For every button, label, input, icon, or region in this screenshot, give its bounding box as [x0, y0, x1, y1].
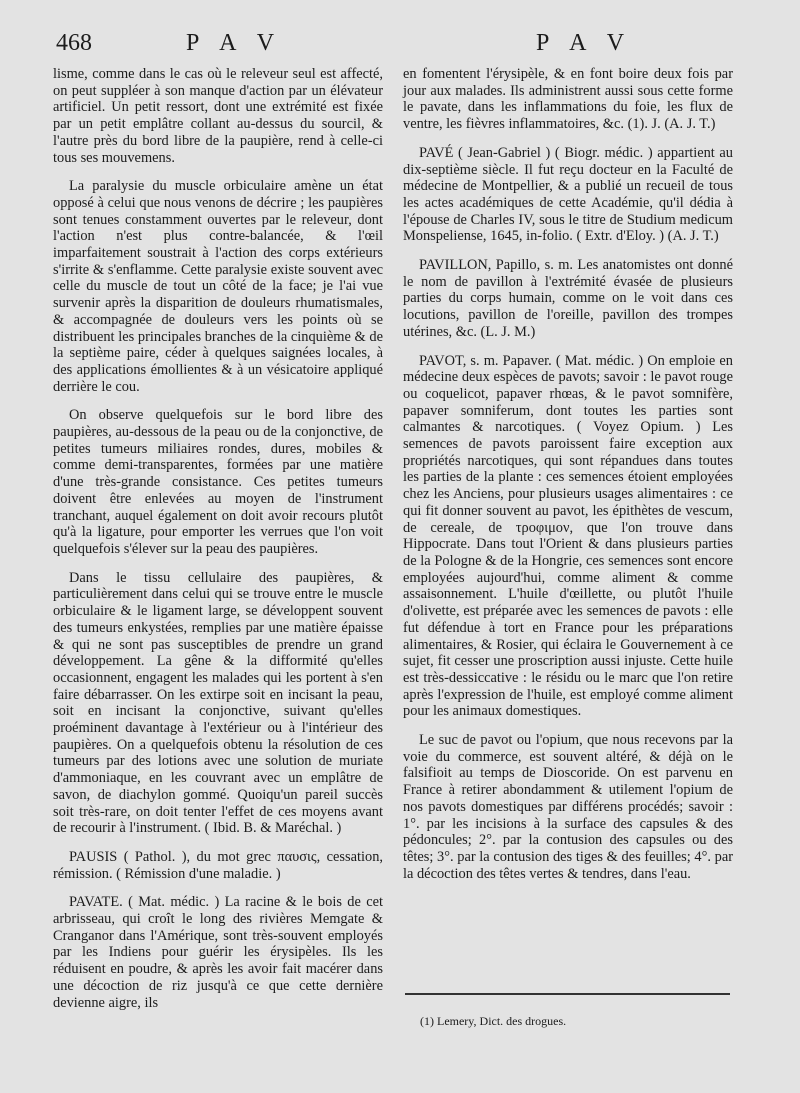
footnote: (1) Lemery, Dict. des drogues.: [420, 1014, 567, 1028]
paragraph: On observe quelquefois sur le bord libre des paupières, au-dessous de la peau ou de la conjonctive, de petites tumeurs miliaires rondes, dures, mobiles & comme demi-transparentes, formées par une matière d'une très-grande consistance. Ces petites tumeurs doivent être enlevées au moyen de l'instrument tranchant, auquel également on doit avoir recours plutôt qu'à la ligature, pour emporter les verrues que l'on voit quelquefois s'élever sur la peau des paupières.: [53, 407, 383, 557]
paragraph: La paralysie du muscle orbiculaire amène un état opposé à celui que nous venons de décrire ; les paupières sont tenues constamment ouvertes par le releveur, dont l'action n'est plus contre-balancée, & l'œil imparfaitement soustrait à l'action des corps extérieurs s'irrite & s'enflamme. Cette paralysie existe souvent avec celle du muscle de tout un côté de la face; je l'ai vue survenir après la disparition de douleurs rhumatismales, & accompagnée de douleurs vers les points où se distribuent les principales branches de la cinquième & de la septième paire, céder à quelques saignées locales, à des applications émollientes & à un vésicatoire appliqué derrière le cou.: [53, 178, 383, 395]
paragraph: Le suc de pavot ou l'opium, que nous recevons par la voie du commerce, est souvent altéré, & déjà on le falsifioit au temps de Dioscoride. On est parvenu en France à retirer abondamment & utilement l'opium de nos pavots domestiques par différens procédés; savoir : 1°. par les incisions à la surface des capsules & des pédoncules; 2°. par la contusion des capsules ou des têtes; 3°. par la contusion des tiges & des feuilles; 4°. par la décoction des têtes vertes & tendres, dans l'eau.: [403, 732, 733, 882]
entry-pavate: PAVATE. ( Mat. médic. ) La racine & le bois de cet arbrisseau, qui croît le long des rivières Memgate & Cranganor dans l'Amérique, sont très-souvent employés par les Indiens pour guérir les érysipèles. Ils les réduisent en poudre, & après les avoir fait macérer dans une décoction de riz jusqu'à ce que cette dernière devienne aigre, ils: [53, 894, 383, 1011]
entry-pausis: PAUSIS ( Pathol. ), du mot grec παυσις, cessation, rémission. ( Rémission d'une maladie. ): [53, 848, 383, 882]
right-running-title: P A V: [536, 30, 633, 56]
left-column: [53, 66, 383, 1023]
entry-pavillon: PAVILLON, Papillo, s. m. Les anatomistes ont donné le nom de pavillon à l'extrémité évasée de plusieurs parties du corps humain, comme on le voit dans ces locutions, pavillon de l'oreille, pavillon des trompes utérines, &c. (L. J. M.): [403, 257, 733, 340]
right-column: [403, 66, 733, 894]
page-number: 468: [56, 30, 92, 56]
left-running-title: P A V: [186, 30, 283, 56]
entry-pavot: PAVOT, s. m. Papaver. ( Mat. médic. ) On emploie en médecine deux espèces de pavots; savoir : le pavot rouge ou coquelicot, papaver rhœas, & le pavot somnifère, papaver somniferum, dont toutes les parties sont calmantes & narcotiques. ( Voyez Opium. ) Les semences de pavots paroissent faire exception aux propriétés narcotiques, qui sont répandues dans toutes les parties de la plante : ces semences étoient employées chez les Anciens, pour plusieurs usages alimentaires : ce qui fit donner souvent au pavot, les épithètes de vescum, de cereale, de τροφιμον, que l'on trouve dans Hippocrate. Dans tout l'Orient & dans plusieurs parties de la Pologne & de la Hongrie, ces semences sont encore employées aujourd'hui, comme aliment & comme assaisonnement. L'huile d'œillette, ou plutôt l'huile d'olivette, est préparée avec les semences de pavots : elle fut défendue à tort en France pour les préparations alimentaires, & Rosier, qui éclaira le Gouvernement à ce sujet, fit cesser une proscription aussi injuste. Cette huile est très-dessiccative : le résidu ou le marc que l'on retire après l'expression de l'huile, est employé comme aliment pour les animaux domestiques.: [403, 352, 733, 720]
running-header: [56, 30, 774, 62]
footnote-rule: [405, 993, 730, 995]
paragraph: Dans le tissu cellulaire des paupières, & particulièrement dans celui qui se trouve entre le muscle orbiculaire & le ligament large, se développent souvent des tumeurs enkystées, remplies par une matière épaisse & qui ne sont pas susceptibles de prendre un grand développement. La gêne & la difformité qu'elles occasionnent, engagent les malades qui les portent à s'en faire débarrasser. On les extirpe soit en incisant la peau, soit en incisant la conjonctive, suivant qu'elles proéminent davantage à l'extérieur ou à l'intérieur des paupières. On a quelquefois obtenu la résolution de ces tumeurs par des lotions avec une solution de muriate d'ammoniaque, en les couvrant avec un emplâtre de savon, de diachylon gommé. Quoiqu'un pareil succès soit très-rare, on doit tenter l'effet de ces moyens avant de recourir à l'instrument. ( Ibid. B. & Maréchal. ): [53, 569, 383, 837]
entry-pave: PAVÉ ( Jean-Gabriel ) ( Biogr. médic. ) appartient au dix-septième siècle. Il fut reçu docteur en la Faculté de médecine de Montpellier, & a publié un recueil de tous les actes académiques de cette Académie, qu'il dédia à l'épouse de Charles IV, sous le titre de Studium medicum Monspeliense, 1645, in-folio. ( Extr. d'Eloy. ) (A. J. T.): [403, 144, 733, 245]
paragraph: lisme, comme dans le cas où le releveur seul est affecté, on peut suppléer à son manque d'action par un élévateur artificiel. Un petit ressort, dont une extrémité est fixée par un petit emplâtre collant au-dessus du sourcil, & l'autre près du bord libre de la paupière, rend à celle-ci tous ses mouvemens.: [53, 66, 383, 166]
paragraph: en fomentent l'érysipèle, & en font boire deux fois par jour aux malades. Ils administrent aussi sous cette forme le pavate, dans les inflammations du foie, les flux de ventre, les fièvres inflammatoires, &c. (1). J. (A. J. T.): [403, 66, 733, 133]
